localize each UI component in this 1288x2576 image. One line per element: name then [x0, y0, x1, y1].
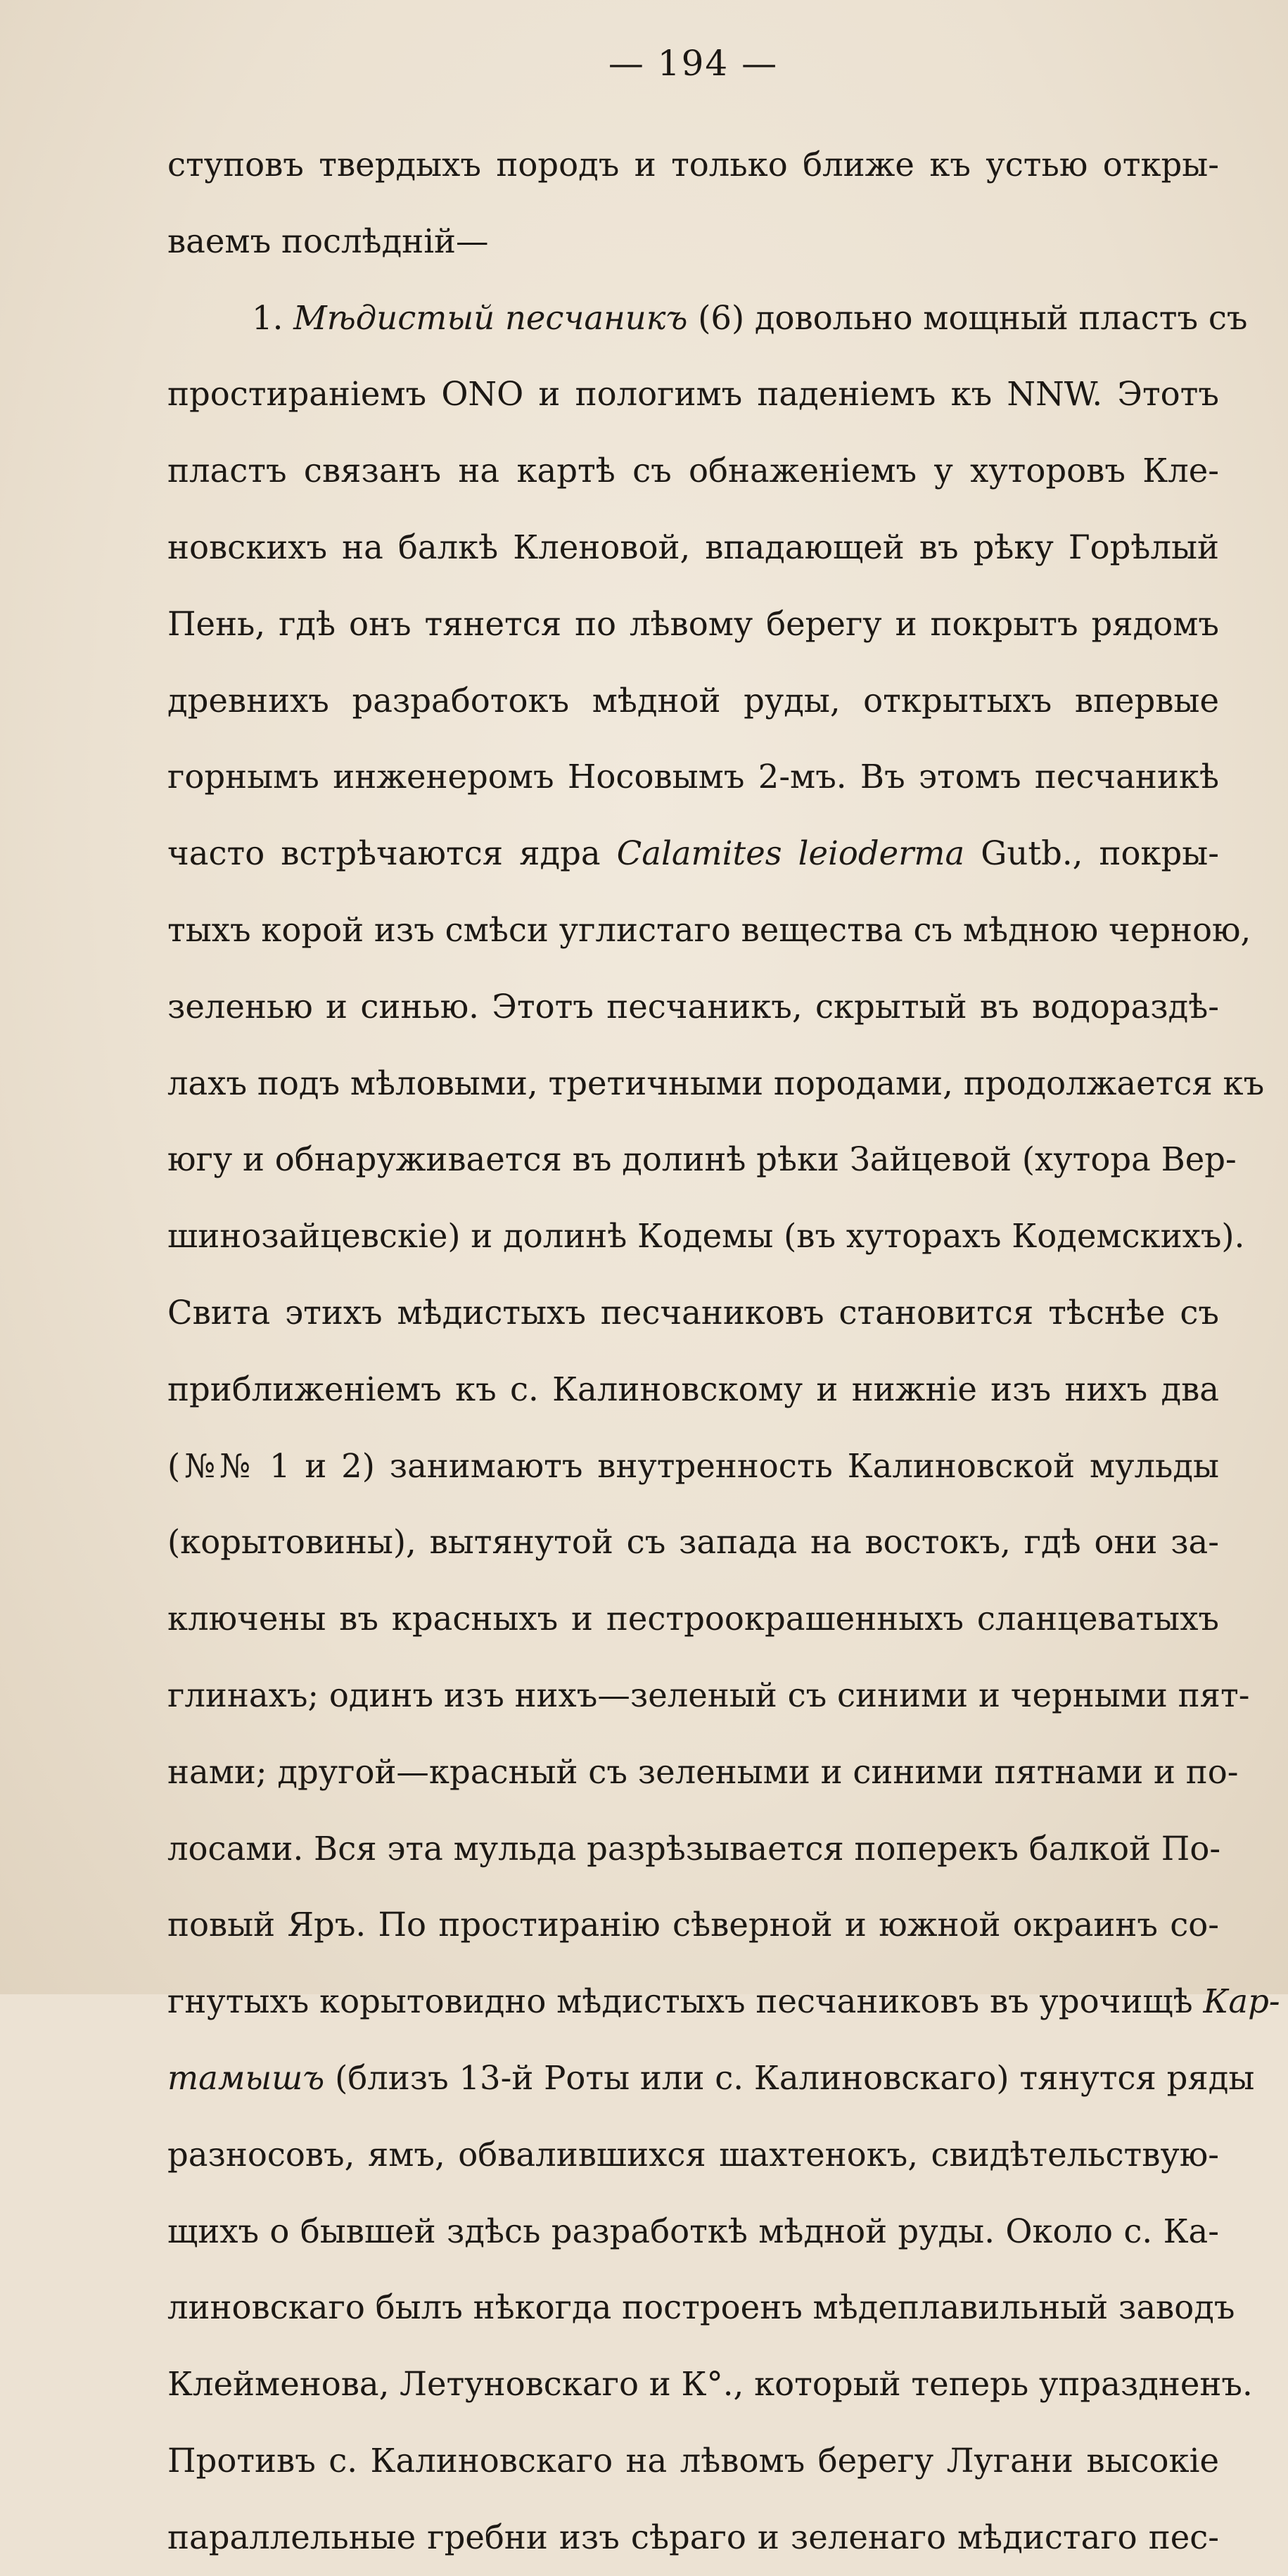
text-line: древнихъ разработокъ мѣдной руды, открытыхъ впервые: [167, 681, 1219, 720]
text-segment: Gutb., покры-: [964, 834, 1219, 873]
text-line: югу и обнаруживается въ долинѣ рѣки Зайцевой (хутора Вер-: [167, 1140, 1237, 1179]
text-segment: (6) довольно мощный пластъ съ: [687, 298, 1248, 337]
body-text: [167, 127, 1280, 2576]
text-line: повый Яръ. По простиранію сѣверной и южной окраинъ со-: [167, 1906, 1219, 1944]
text-line: лахъ подъ мѣловыми, третичными породами, продолжается къ: [167, 1064, 1265, 1102]
text-line: [167, 815, 1219, 892]
text-line: новскихъ на балкѣ Кленовой, впадающей въ рѣку Горѣлый: [167, 528, 1219, 566]
text-line: щихъ о бывшей здѣсь разработкѣ мѣдной руды. Около с. Ка-: [167, 2212, 1219, 2250]
text-line: пластъ связанъ на картѣ съ обнаженіемъ у хуторовъ Кле-: [167, 452, 1219, 490]
text-line: зеленью и синью. Этотъ песчаникъ, скрытый въ водораздѣ-: [167, 987, 1219, 1026]
text-line: ваемъ послѣдній—: [167, 222, 489, 260]
text-line: шинозайцевскіе) и долинѣ Кодемы (въ хуторахъ Кодемскихъ).: [167, 1217, 1245, 1256]
text-line: линовскаго былъ нѣкогда построенъ мѣдеплавильный заводъ: [167, 2288, 1235, 2327]
italic-term: Calamites leioderma: [616, 834, 965, 873]
text-line: (корытовины), вытянутой съ запада на востокъ, гдѣ они за-: [167, 1523, 1219, 1562]
text-line: Свита этихъ мѣдистыхъ песчаниковъ становится тѣснѣе съ: [167, 1293, 1219, 1332]
text-line: параллельные гребни изъ сѣраго и зеленаго мѣдистаго пес-: [167, 2518, 1219, 2556]
text-line: нами; другой—красный съ зелеными и синими пятнами и по-: [167, 1752, 1239, 1791]
text-line: [167, 1963, 1280, 2040]
text-segment: 1.: [252, 298, 294, 337]
text-line: (№№ 1 и 2) занимаютъ внутренность Калиновской мульды: [167, 1446, 1219, 1485]
text-line: Пень, гдѣ онъ тянется по лѣвому берегу и покрытъ рядомъ: [167, 604, 1219, 643]
text-line: глинахъ; одинъ изъ нихъ—зеленый съ синими и черными пят-: [167, 1676, 1250, 1714]
text-segment: гнутыхъ корытовидно мѣдистыхъ песчаниковъ въ урочищѣ: [167, 1982, 1204, 2021]
text-segment: (близъ 13-й Роты или с. Калиновскаго) тянутся ряды: [324, 2058, 1255, 2097]
text-line: Клейменова, Летуновскаго и К°., который теперь упраздненъ.: [167, 2365, 1253, 2404]
text-line: простираніемъ ONO и пологимъ паденіемъ къ NNW. Этотъ: [167, 375, 1219, 414]
page-number: — 194 —: [608, 43, 779, 84]
italic-term: тамышъ: [167, 2058, 325, 2097]
text-line: тыхъ корой изъ смѣси углистаго вещества съ мѣдною черною,: [167, 910, 1251, 949]
italic-term: Кар-: [1203, 1982, 1280, 2021]
text-line: ступовъ твердыхъ породъ и только ближе къ устью откры-: [167, 146, 1219, 184]
text-line: ключены въ красныхъ и пестроокрашенныхъ сланцеватыхъ: [167, 1600, 1219, 1638]
text-segment: часто встрѣчаются ядра: [167, 834, 617, 873]
text-line: [167, 2040, 1255, 2117]
text-line: Противъ с. Калиновскаго на лѣвомъ берегу Лугани высокіе: [167, 2441, 1219, 2480]
italic-term: Мѣдистый песчаникъ: [293, 298, 688, 337]
text-line: разносовъ, ямъ, обвалившихся шахтенокъ, свидѣтельствую-: [167, 2135, 1219, 2174]
text-line: горнымъ инженеромъ Носовымъ 2-мъ. Въ этомъ песчаникѣ: [167, 758, 1219, 796]
text-line: [167, 280, 1248, 357]
text-line: приближеніемъ къ с. Калиновскому и нижніе изъ нихъ два: [167, 1370, 1219, 1408]
text-line: лосами. Вся эта мульда разрѣзывается поперекъ балкой По-: [167, 1829, 1221, 1868]
